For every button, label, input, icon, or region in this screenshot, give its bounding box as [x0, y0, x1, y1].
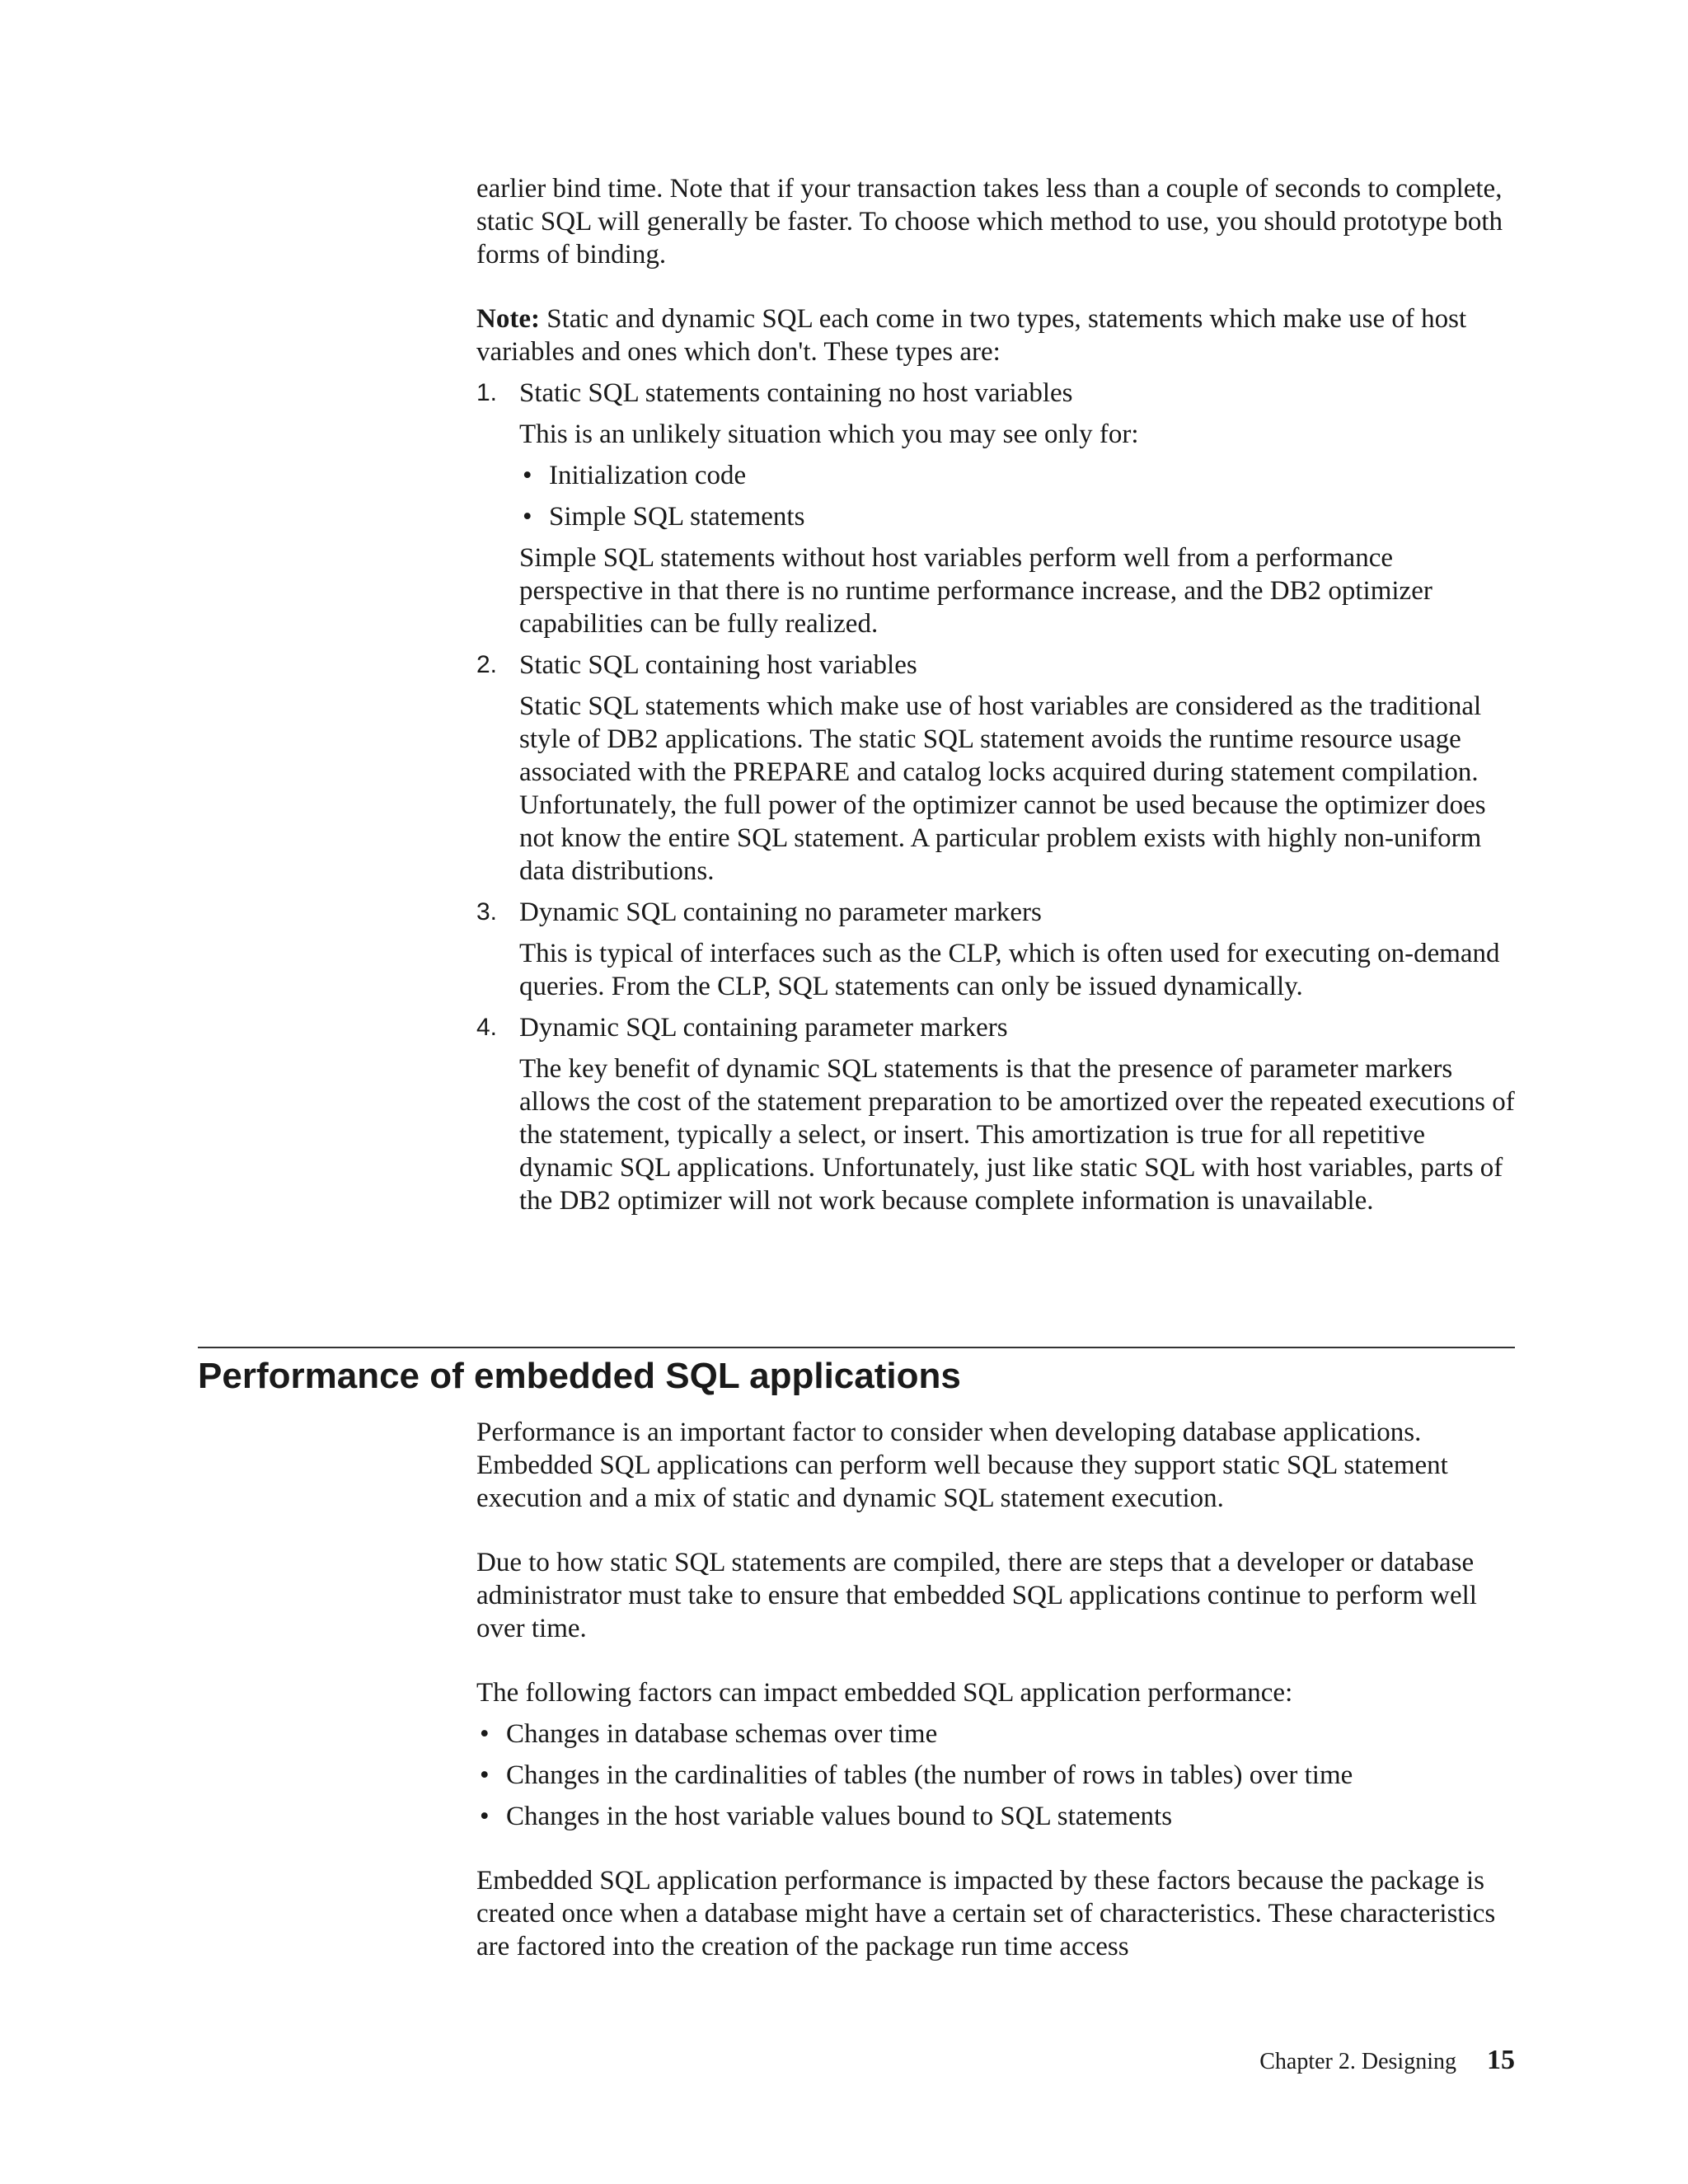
item-body: Simple SQL statements without host variables perform well from a performance perspective in that there is no runtime performance increase, and the DB2 optimizer capabilities can be fully realized.	[519, 543, 1432, 639]
note-text: Static and dynamic SQL each come in two types, statements which make use of host variables and ones which don't. These types are:	[476, 304, 1467, 367]
bullet-text: Simple SQL statements	[549, 502, 805, 532]
bullet-item	[476, 1718, 1515, 1750]
bullet-item	[519, 459, 1515, 492]
lower-body	[476, 1416, 1515, 1963]
item-body: Static SQL statements which make use of host variables are considered as the traditional style of DB2 applications. The static SQL statement avoids the runtime resource usage associated with the PREPARE and catalog locks acquired during statement compilation. Unfortunately, the full power of the optimizer cannot be used because the optimizer does not know the entire SQL statement. A particular problem exists with highly non-uniform data distributions.	[519, 691, 1486, 886]
item-title: Dynamic SQL containing no parameter markers	[519, 898, 1042, 927]
chapter-label: Chapter 2. Designing	[1259, 2049, 1456, 2074]
bullet-text: Changes in the cardinalities of tables (the number of rows in tables) over time	[506, 1760, 1353, 1790]
bullet-icon: •	[523, 502, 532, 532]
upper-body	[476, 172, 1515, 1226]
bullet-text: Initialization code	[549, 461, 747, 490]
list-item	[476, 896, 1515, 1003]
section-paragraph: Due to how static SQL statements are compiled, there are steps that a developer or database administrator must take to ensure that embedded SQL applications continue to perform well over time.	[476, 1548, 1477, 1643]
item-title: Static SQL statements containing no host variables	[519, 378, 1073, 408]
list-item	[476, 377, 1515, 640]
item-body: The key benefit of dynamic SQL statements is that the presence of parameter markers allows the cost of the statement preparation to be amortized over the repeated executions of the statement, typically a select, or insert. This amortization is true for all repetitive dynamic SQL applications. Unfortunately, just like static SQL with host variables, parts of the DB2 optimizer will not work because complete information is unavailable.	[519, 1054, 1515, 1216]
bullet-icon: •	[480, 1760, 490, 1790]
sql-types-list	[476, 377, 1515, 1217]
bullet-text: Changes in the host variable values bound to SQL statements	[506, 1802, 1173, 1831]
note-label: Note:	[476, 304, 540, 334]
usage-bullets	[519, 459, 1515, 533]
section-paragraph: Performance is an important factor to consider when developing database applications. Embedded SQL applications can perform well because they support static SQL statement execution and a mix of static and dynamic SQL statement execution.	[476, 1418, 1448, 1513]
bullet-icon: •	[480, 1719, 490, 1749]
item-lead: This is an unlikely situation which you may see only for:	[519, 419, 1139, 449]
note-paragraph	[476, 302, 1515, 368]
factors-list	[476, 1718, 1515, 1833]
item-title: Dynamic SQL containing parameter markers	[519, 1013, 1008, 1043]
bullet-item	[476, 1759, 1515, 1792]
bullet-item	[519, 500, 1515, 533]
bullet-icon: •	[523, 461, 532, 490]
page-footer	[1259, 2044, 1515, 2079]
section-divider	[198, 1347, 1515, 1348]
page-number: 15	[1487, 2045, 1515, 2075]
list-item	[476, 649, 1515, 888]
item-number: 1.	[476, 379, 498, 406]
item-number: 2.	[476, 651, 498, 678]
item-body: This is typical of interfaces such as the CLP, which is often used for executing on-demand queries. From the CLP, SQL statements can only be issued dynamically.	[519, 939, 1500, 1001]
section-heading: Performance of embedded SQL applications	[198, 1356, 961, 1396]
section-paragraph: The following factors can impact embedded SQL application performance:	[476, 1678, 1293, 1708]
bullet-icon: •	[480, 1802, 490, 1831]
bullet-item	[476, 1800, 1515, 1833]
item-number: 3.	[476, 898, 498, 926]
item-title: Static SQL containing host variables	[519, 650, 917, 680]
list-item	[476, 1011, 1515, 1217]
intro-paragraph: earlier bind time. Note that if your transaction takes less than a couple of seconds to complete, static SQL will generally be faster. To choose which method to use, you should prototype both forms of binding.	[476, 174, 1503, 269]
bullet-text: Changes in database schemas over time	[506, 1719, 938, 1749]
item-number: 4.	[476, 1014, 498, 1041]
section-paragraph: Embedded SQL application performance is impacted by these factors because the package is created once when a database might have a certain set of characteristics. These characteristics are factored into the creation of the package run time access	[476, 1866, 1496, 1961]
